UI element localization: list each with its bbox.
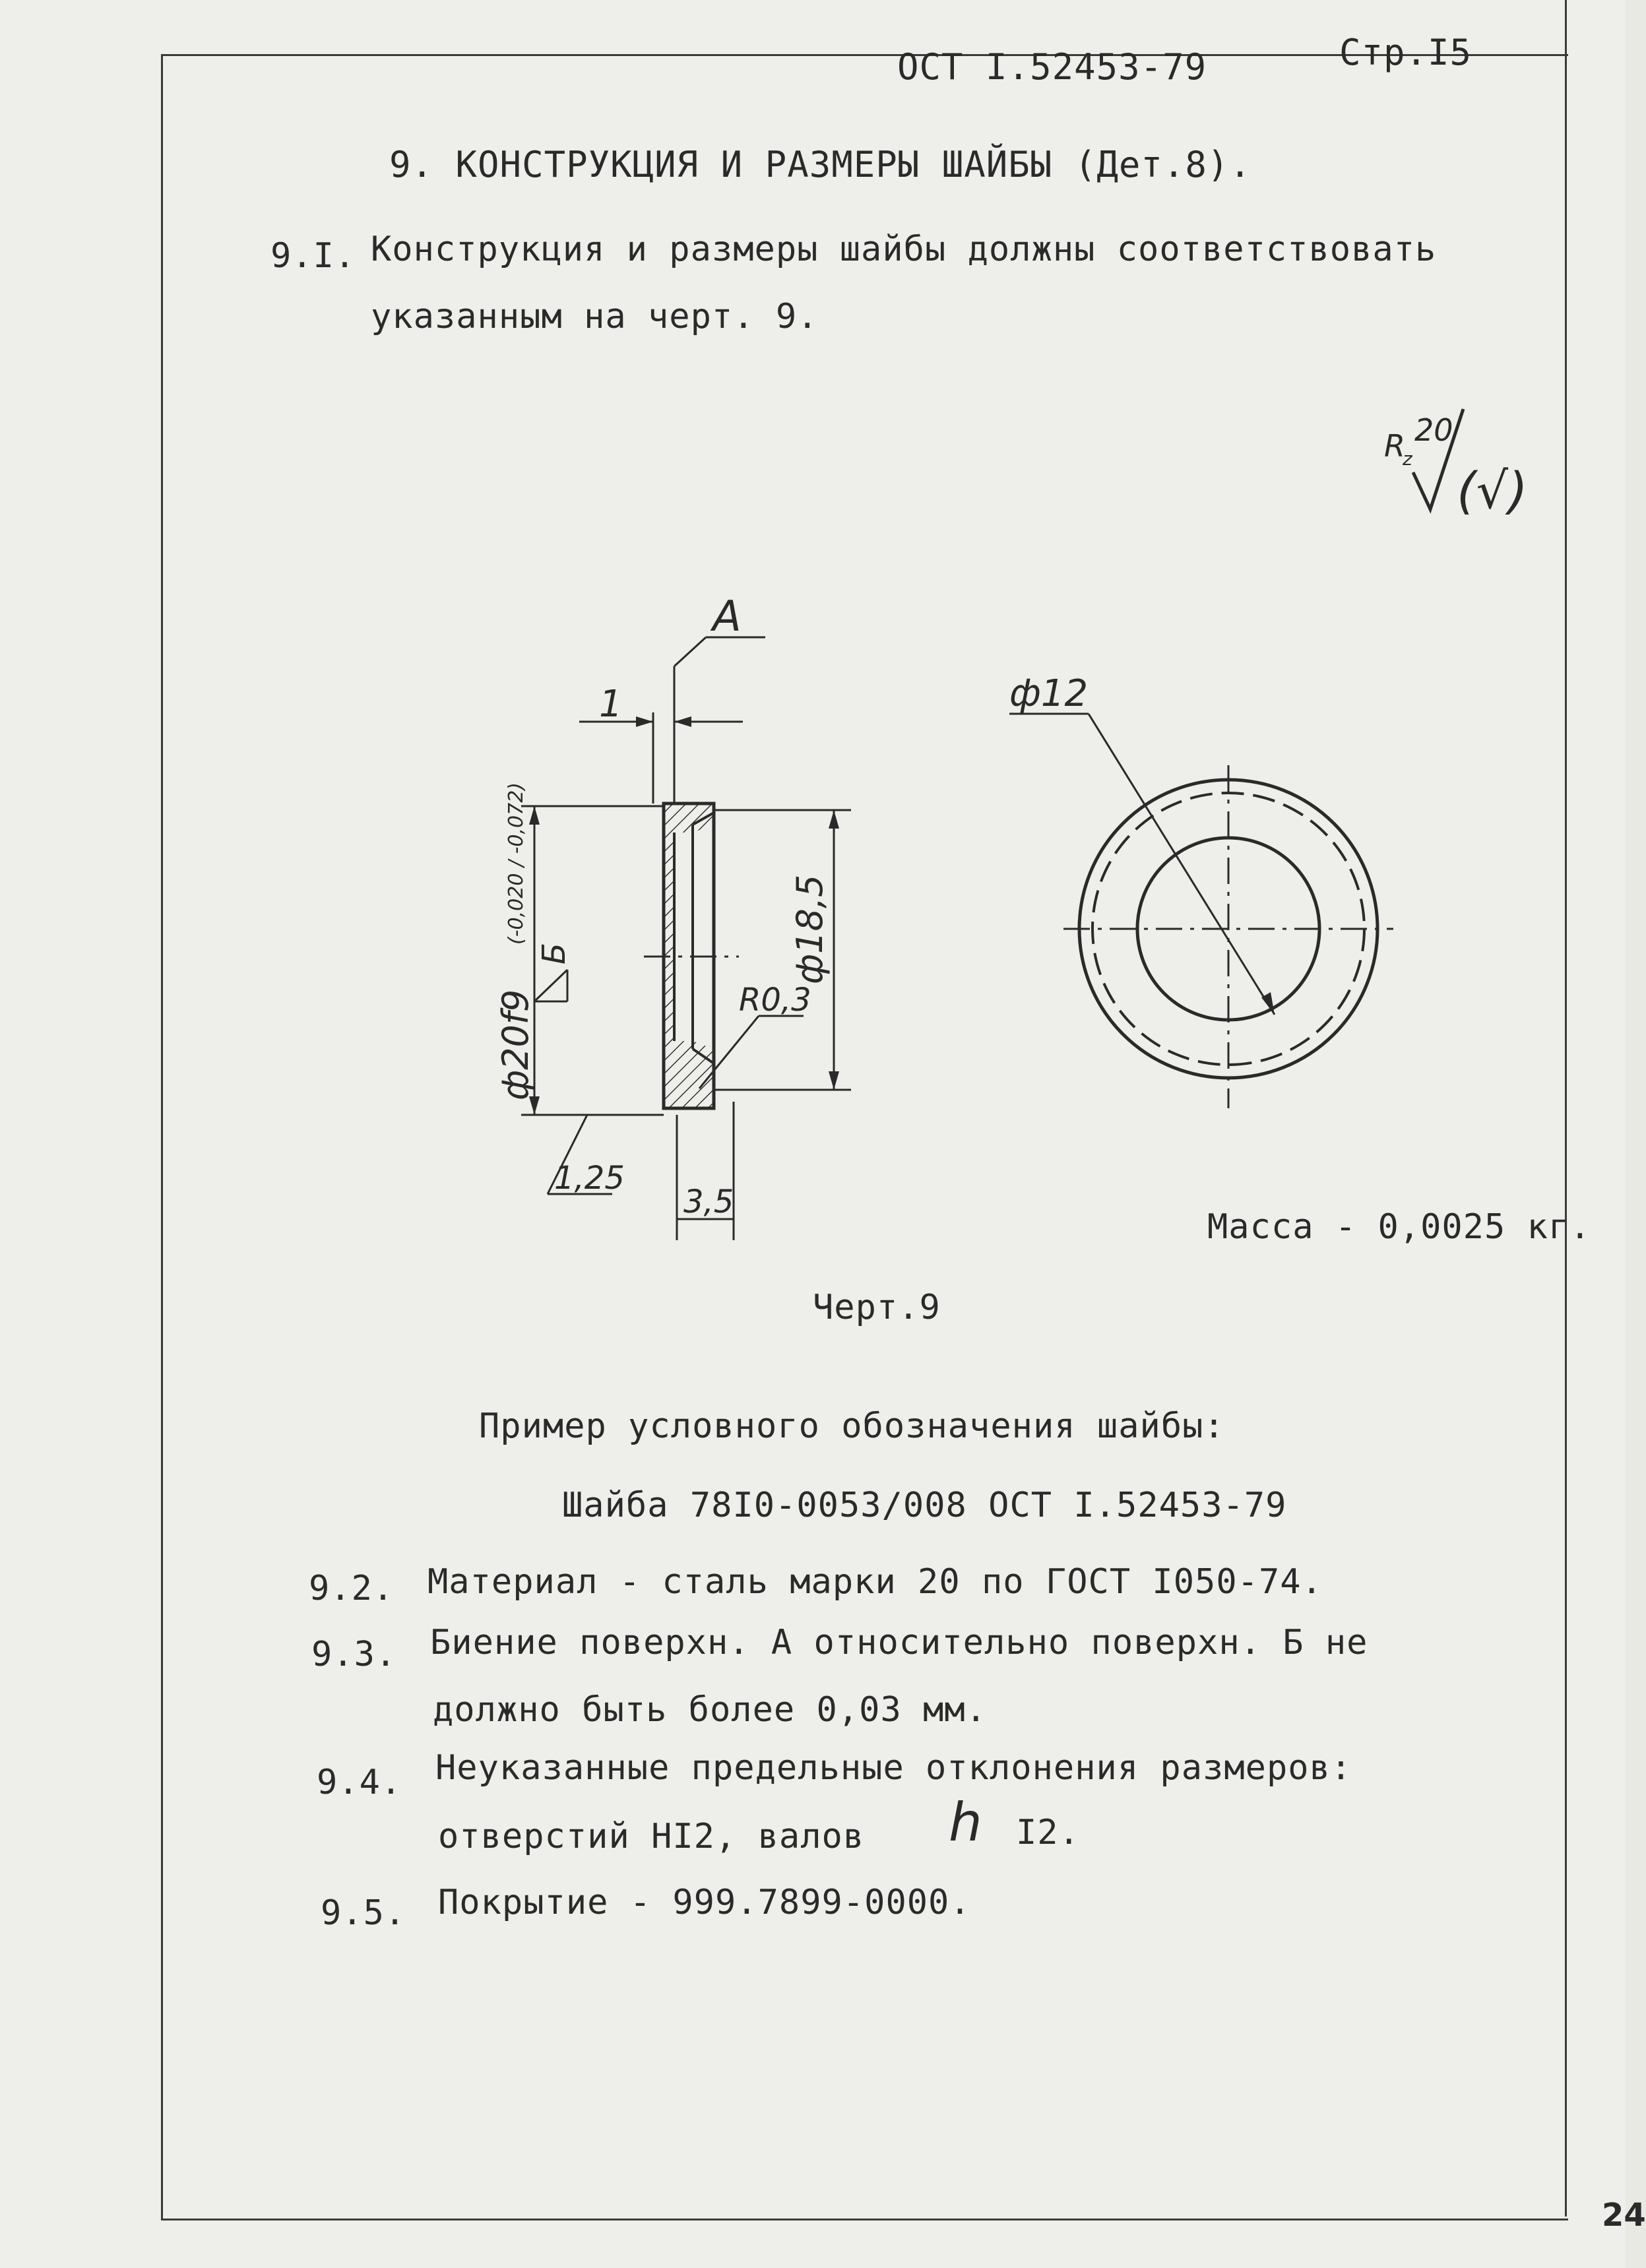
- dim-radius: R0,3: [739, 982, 811, 1019]
- clause-9-3-line2: должно быть более 0,03 мм.: [433, 1690, 987, 1730]
- clause-9-5-text: Покрытие - 999.7899-0000.: [438, 1883, 971, 1922]
- corner-number: 24: [1602, 2197, 1646, 2234]
- base-letter-b: Б: [536, 943, 573, 964]
- clause-9-1-line2: указанным на черт. 9.: [371, 297, 819, 336]
- dim-thickness-1: 1: [599, 683, 623, 726]
- clause-9-5-number: 9.5.: [321, 1893, 406, 1933]
- view-letter-a: A: [712, 592, 742, 641]
- roughness-paren: (√): [1457, 461, 1528, 520]
- clause-9-4-line2a: отверстий HI2, валов: [438, 1817, 865, 1856]
- clause-9-2-number: 9.2.: [309, 1569, 395, 1608]
- clause-9-4-line2b: I2.: [1016, 1813, 1080, 1852]
- roughness-value: 20: [1414, 412, 1453, 448]
- clause-9-4-line1: Неуказанные предельные отклонения размеров:: [435, 1748, 1352, 1788]
- section-heading: 9. КОНСТРУКЦИЯ И РАЗМЕРЫ ШАЙБЫ (Дет.8).: [389, 144, 1251, 185]
- dim-outer-diameter: ф20f9: [495, 989, 536, 1100]
- dim-hole-diameter: ф12: [1009, 672, 1089, 715]
- washer-section-view: [495, 592, 851, 1240]
- mass-label: Масса - 0,0025 кг.: [1207, 1207, 1591, 1247]
- example-title: Пример условного обозначения шайбы:: [479, 1406, 1225, 1446]
- clause-9-4-handwritten-h: h: [949, 1792, 983, 1853]
- dim-chamfer: 1,25: [554, 1160, 625, 1197]
- clause-9-1-line1: Конструкция и размеры шайбы должны соответствовать: [371, 230, 1437, 269]
- example-designation: Шайба 78I0-0053/008 ОСТ I.52453-79: [562, 1486, 1287, 1525]
- dim-outer-tolerance: (-0,020 / -0,072): [505, 782, 528, 945]
- drawing-caption: Черт.9: [813, 1288, 941, 1327]
- dim-width: 3,5: [683, 1183, 734, 1220]
- clause-9-2-text: Материал - сталь марки 20 по ГОСТ I050-74.: [427, 1562, 1323, 1602]
- roughness-sub: z: [1403, 448, 1412, 470]
- doc-code: ОСТ I.52453-79: [897, 46, 1207, 88]
- washer-front-view: [1009, 672, 1393, 1108]
- clause-9-4-number: 9.4.: [317, 1763, 402, 1802]
- clause-9-1-number: 9.I.: [270, 236, 356, 276]
- clause-9-3-line1: Биение поверхн. А относительно поверхн. Б не: [430, 1623, 1368, 1662]
- roughness-symbol: [1384, 409, 1528, 520]
- clause-9-3-number: 9.3.: [311, 1635, 397, 1674]
- dim-inner-diameter: ф18,5: [789, 874, 831, 984]
- roughness-label: R: [1384, 428, 1405, 464]
- page-number: Стр.I5: [1339, 32, 1472, 73]
